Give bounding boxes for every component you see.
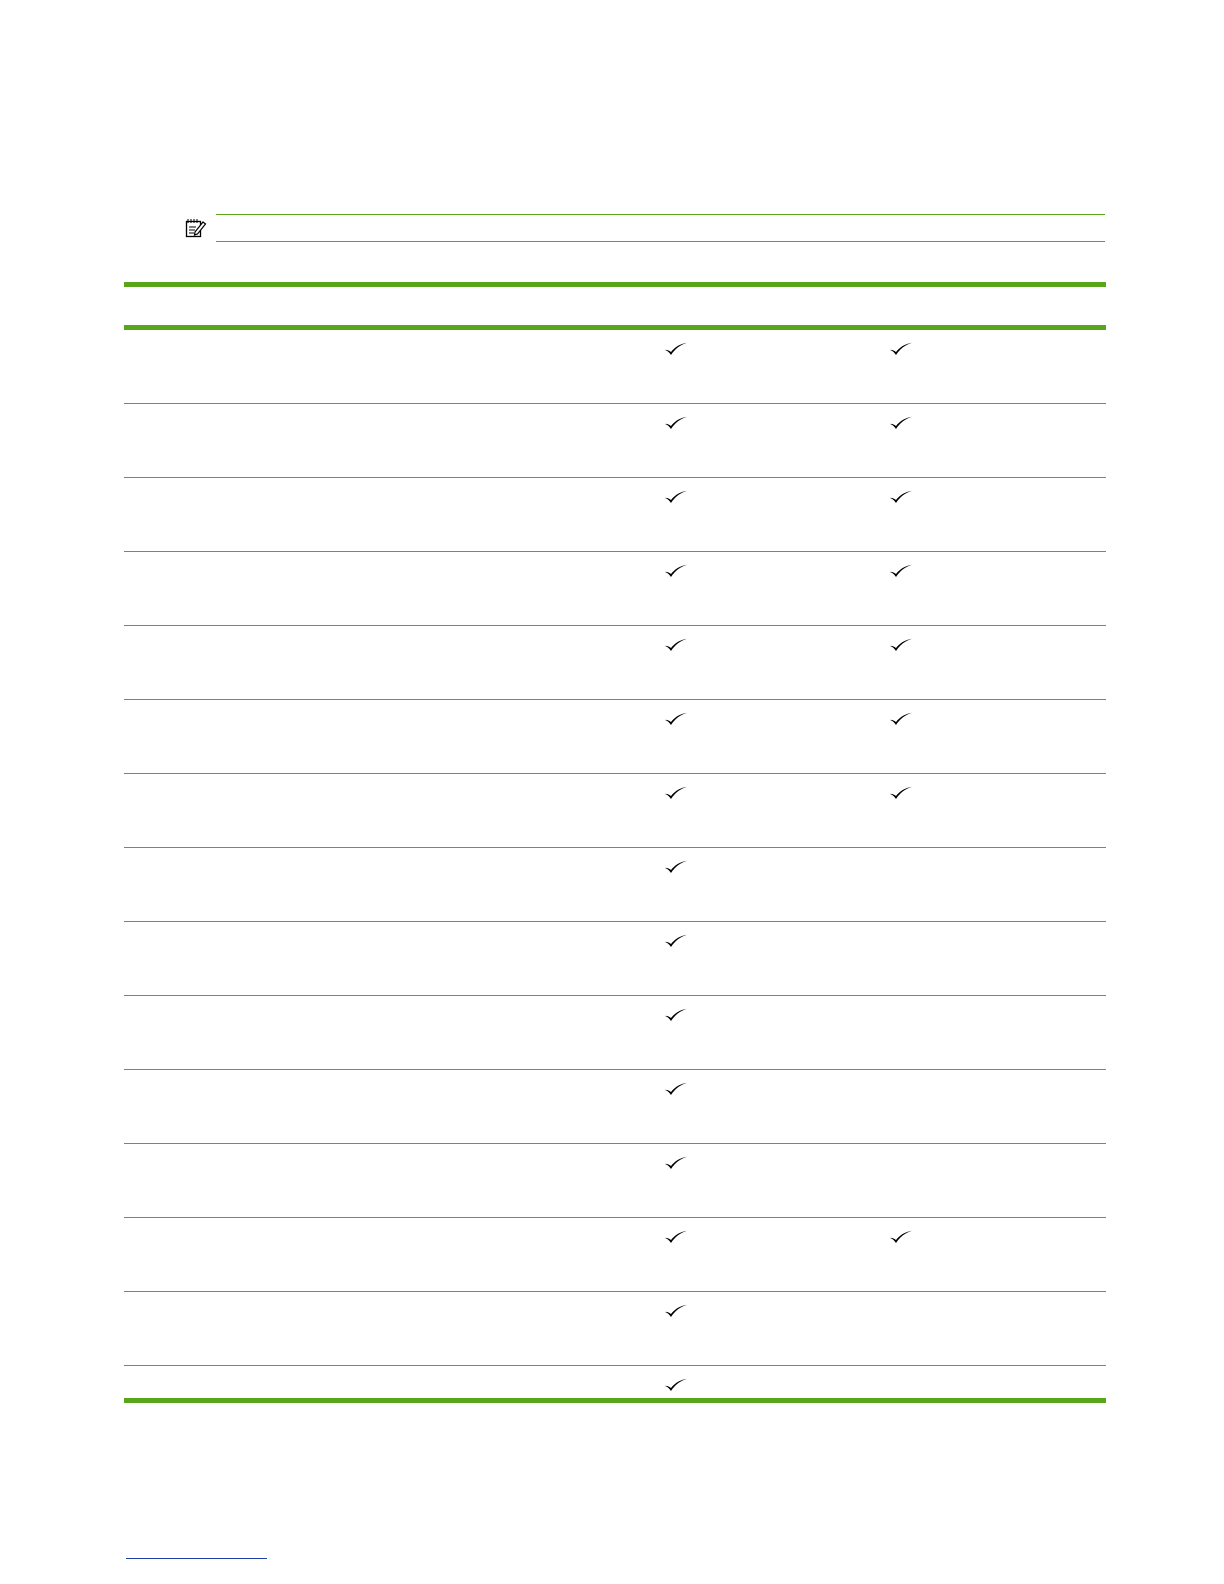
- checkmark-icon: [664, 934, 694, 950]
- checkmark-icon: [664, 564, 694, 580]
- note-rule-top: [216, 214, 1105, 215]
- checkmark-icon: [889, 416, 919, 432]
- table-row: [124, 774, 1106, 848]
- checkmark-icon: [664, 1156, 694, 1172]
- checkmark-icon: [889, 638, 919, 654]
- checkmark-icon: [664, 1378, 694, 1394]
- checkmark-icon: [664, 1230, 694, 1246]
- table-bottom-rule: [124, 1398, 1106, 1403]
- checkmark-icon: [889, 712, 919, 728]
- table-row: [124, 996, 1106, 1070]
- note-rule-bottom: [216, 241, 1105, 242]
- table-row: [124, 700, 1106, 774]
- table-row: [124, 1070, 1106, 1144]
- checkmark-icon: [664, 1008, 694, 1024]
- feature-table: [124, 282, 1106, 1403]
- table-row: [124, 848, 1106, 922]
- footer-link-underline[interactable]: [126, 1558, 267, 1559]
- checkmark-icon: [664, 416, 694, 432]
- checkmark-icon: [889, 342, 919, 358]
- checkmark-icon: [889, 1230, 919, 1246]
- checkmark-icon: [889, 564, 919, 580]
- checkmark-icon: [664, 490, 694, 506]
- table-row: [124, 404, 1106, 478]
- table-row: [124, 626, 1106, 700]
- table-row: [124, 1218, 1106, 1292]
- checkmark-icon: [664, 342, 694, 358]
- checkmark-icon: [664, 1304, 694, 1320]
- checkmark-icon: [664, 860, 694, 876]
- checkmark-icon: [889, 490, 919, 506]
- table-row: [124, 478, 1106, 552]
- note-box: [185, 214, 1105, 242]
- table-row: [124, 1144, 1106, 1218]
- table-header-row: [124, 287, 1106, 325]
- note-icon: [185, 217, 207, 239]
- checkmark-icon: [664, 638, 694, 654]
- table-row: [124, 922, 1106, 996]
- checkmark-icon: [664, 1082, 694, 1098]
- table-row: [124, 1292, 1106, 1366]
- table-body: [124, 330, 1106, 1398]
- checkmark-icon: [664, 712, 694, 728]
- checkmark-icon: [889, 786, 919, 802]
- table-row: [124, 330, 1106, 404]
- table-row: [124, 552, 1106, 626]
- checkmark-icon: [664, 786, 694, 802]
- table-row: [124, 1366, 1106, 1398]
